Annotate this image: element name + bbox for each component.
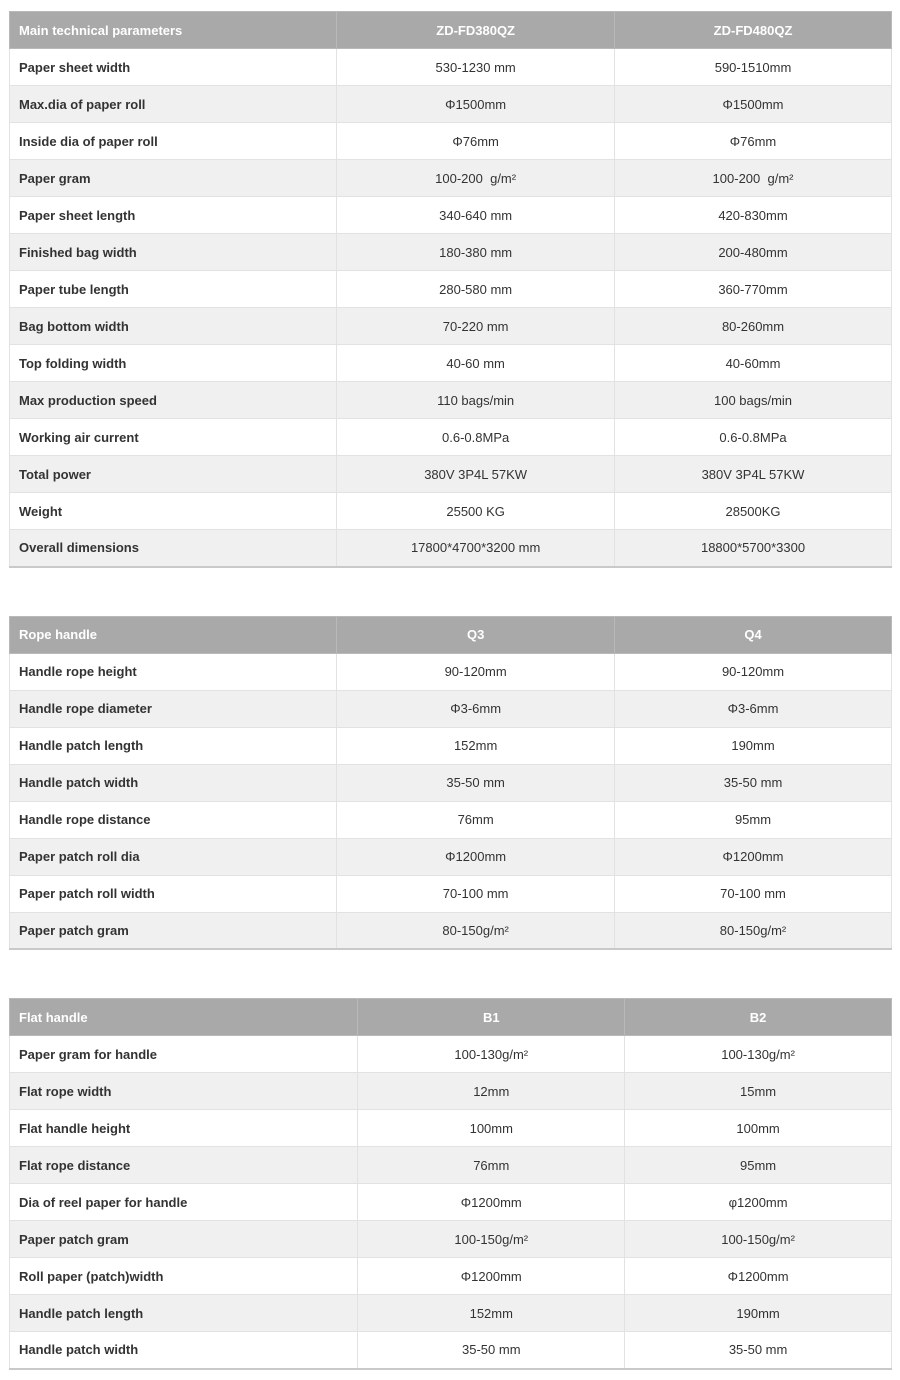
main-technical-parameters-table — [9, 11, 892, 568]
column-header-zd-fd480qz: ZD-FD480QZ — [615, 12, 892, 49]
param-value: 340-640 mm — [337, 197, 615, 234]
table-row — [10, 530, 892, 567]
param-label: Total power — [10, 456, 337, 493]
table-row — [10, 419, 892, 456]
param-value: Φ1200mm — [615, 838, 892, 875]
param-value: Φ1200mm — [625, 1258, 892, 1295]
param-label: Finished bag width — [10, 234, 337, 271]
param-value: Φ3-6mm — [337, 690, 615, 727]
table-row — [10, 764, 892, 801]
param-value: 90-120mm — [615, 653, 892, 690]
param-value: 190mm — [625, 1295, 892, 1332]
table-row — [10, 1184, 892, 1221]
param-value: 70-220 mm — [337, 308, 615, 345]
param-value: Φ76mm — [337, 123, 615, 160]
param-value: 100-130g/m² — [625, 1036, 892, 1073]
table-row — [10, 653, 892, 690]
column-header-q4: Q4 — [615, 616, 892, 653]
param-value: 35-50 mm — [358, 1332, 625, 1369]
table-row — [10, 493, 892, 530]
param-value: Φ1200mm — [337, 838, 615, 875]
column-header-zd-fd380qz: ZD-FD380QZ — [337, 12, 615, 49]
param-value: 40-60mm — [615, 345, 892, 382]
param-value: 110 bags/min — [337, 382, 615, 419]
param-value: 190mm — [615, 727, 892, 764]
param-value: 360-770mm — [615, 271, 892, 308]
param-value: 17800*4700*3200 mm — [337, 530, 615, 567]
param-value: 380V 3P4L 57KW — [615, 456, 892, 493]
param-label: Roll paper (patch)width — [10, 1258, 358, 1295]
param-label: Bag bottom width — [10, 308, 337, 345]
param-value: 76mm — [358, 1147, 625, 1184]
param-value: 70-100 mm — [337, 875, 615, 912]
table-row — [10, 234, 892, 271]
param-value: 80-260mm — [615, 308, 892, 345]
param-value: 35-50 mm — [625, 1332, 892, 1369]
param-value: 100-200 g/m² — [337, 160, 615, 197]
param-label: Handle rope diameter — [10, 690, 337, 727]
table-row — [10, 727, 892, 764]
flat-handle-title: Flat handle — [10, 999, 358, 1036]
param-label: Paper sheet width — [10, 49, 337, 86]
param-value: 70-100 mm — [615, 875, 892, 912]
param-value: 180-380 mm — [337, 234, 615, 271]
table-row — [10, 1258, 892, 1295]
param-label: Inside dia of paper roll — [10, 123, 337, 160]
table-row — [10, 1332, 892, 1369]
param-value: 420-830mm — [615, 197, 892, 234]
param-value: 100 bags/min — [615, 382, 892, 419]
param-value: Φ1500mm — [337, 86, 615, 123]
param-value: 80-150g/m² — [615, 912, 892, 949]
param-value: 28500KG — [615, 493, 892, 530]
param-value: 280-580 mm — [337, 271, 615, 308]
param-value: 18800*5700*3300 — [615, 530, 892, 567]
param-label: Flat handle height — [10, 1110, 358, 1147]
table-row — [10, 801, 892, 838]
rope-handle-table — [9, 616, 892, 951]
param-value: Φ76mm — [615, 123, 892, 160]
column-header-q3: Q3 — [337, 616, 615, 653]
param-value: 80-150g/m² — [337, 912, 615, 949]
param-label: Handle rope height — [10, 653, 337, 690]
param-label: Top folding width — [10, 345, 337, 382]
param-value: 0.6-0.8MPa — [615, 419, 892, 456]
table-row — [10, 838, 892, 875]
table-row — [10, 86, 892, 123]
param-label: Paper sheet length — [10, 197, 337, 234]
table-row — [10, 875, 892, 912]
param-value: 95mm — [625, 1147, 892, 1184]
param-label: Paper gram for handle — [10, 1036, 358, 1073]
table-row — [10, 123, 892, 160]
table-header-row — [10, 12, 892, 49]
param-label: Handle patch length — [10, 1295, 358, 1332]
param-label: Overall dimensions — [10, 530, 337, 567]
flat-handle-table — [9, 998, 892, 1370]
param-value: Φ1500mm — [615, 86, 892, 123]
param-value: 40-60 mm — [337, 345, 615, 382]
param-value: 90-120mm — [337, 653, 615, 690]
param-label: Handle rope distance — [10, 801, 337, 838]
param-value: 530-1230 mm — [337, 49, 615, 86]
param-label: Working air current — [10, 419, 337, 456]
param-label: Handle patch width — [10, 764, 337, 801]
param-value: 200-480mm — [615, 234, 892, 271]
param-value: Φ1200mm — [358, 1258, 625, 1295]
param-label: Handle patch length — [10, 727, 337, 764]
param-label: Handle patch width — [10, 1332, 358, 1369]
param-label: Paper patch roll dia — [10, 838, 337, 875]
table-row — [10, 271, 892, 308]
param-label: Flat rope distance — [10, 1147, 358, 1184]
param-label: Paper patch roll width — [10, 875, 337, 912]
param-value: 100-150g/m² — [625, 1221, 892, 1258]
param-label: Max.dia of paper roll — [10, 86, 337, 123]
table-row — [10, 1073, 892, 1110]
param-value: 95mm — [615, 801, 892, 838]
param-label: Max production speed — [10, 382, 337, 419]
table-row — [10, 1147, 892, 1184]
param-value: 35-50 mm — [337, 764, 615, 801]
table-row — [10, 160, 892, 197]
column-header-b1: B1 — [358, 999, 625, 1036]
param-value: 15mm — [625, 1073, 892, 1110]
column-header-b2: B2 — [625, 999, 892, 1036]
param-label: Paper patch gram — [10, 1221, 358, 1258]
table-row — [10, 1221, 892, 1258]
param-value: 152mm — [358, 1295, 625, 1332]
param-value: 100mm — [358, 1110, 625, 1147]
table-row — [10, 1110, 892, 1147]
table-row — [10, 1036, 892, 1073]
table-row — [10, 308, 892, 345]
param-value: 100mm — [625, 1110, 892, 1147]
param-value: 12mm — [358, 1073, 625, 1110]
main-technical-parameters-title: Main technical parameters — [10, 12, 337, 49]
param-value: φ1200mm — [625, 1184, 892, 1221]
param-value: 76mm — [337, 801, 615, 838]
param-label: Paper gram — [10, 160, 337, 197]
param-value: 380V 3P4L 57KW — [337, 456, 615, 493]
table-row — [10, 912, 892, 949]
param-label: Dia of reel paper for handle — [10, 1184, 358, 1221]
table-row — [10, 690, 892, 727]
param-value: 100-150g/m² — [358, 1221, 625, 1258]
table-row — [10, 1295, 892, 1332]
param-value: 152mm — [337, 727, 615, 764]
table-row — [10, 49, 892, 86]
rope-handle-title: Rope handle — [10, 616, 337, 653]
table-header-row — [10, 616, 892, 653]
table-header-row — [10, 999, 892, 1036]
param-value: Φ3-6mm — [615, 690, 892, 727]
param-value: 0.6-0.8MPa — [337, 419, 615, 456]
param-label: Weight — [10, 493, 337, 530]
param-label: Paper patch gram — [10, 912, 337, 949]
param-label: Flat rope width — [10, 1073, 358, 1110]
param-value: 100-200 g/m² — [615, 160, 892, 197]
table-row — [10, 456, 892, 493]
param-label: Paper tube length — [10, 271, 337, 308]
table-row — [10, 197, 892, 234]
param-value: 590-1510mm — [615, 49, 892, 86]
param-value: Φ1200mm — [358, 1184, 625, 1221]
param-value: 100-130g/m² — [358, 1036, 625, 1073]
param-value: 25500 KG — [337, 493, 615, 530]
table-row — [10, 345, 892, 382]
param-value: 35-50 mm — [615, 764, 892, 801]
table-row — [10, 382, 892, 419]
